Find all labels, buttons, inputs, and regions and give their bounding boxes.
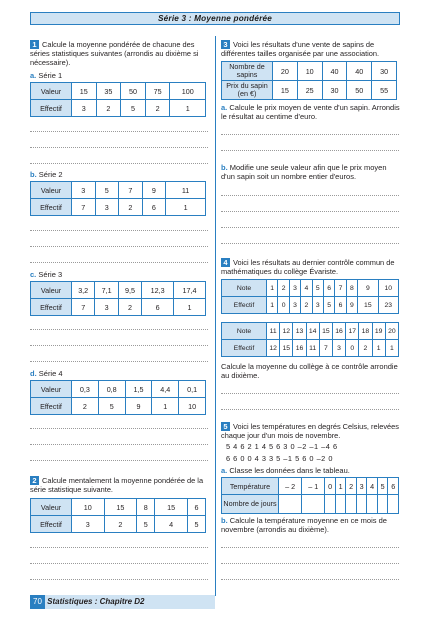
cell: 1 bbox=[335, 478, 346, 495]
cell: 15 bbox=[72, 83, 97, 100]
question-text: Calcule le prix moyen de vente d'un sapin. Arrondis le résultat au centime d'euro. bbox=[221, 103, 400, 121]
answer-line[interactable] bbox=[30, 262, 208, 263]
row-header: Effectif bbox=[31, 398, 72, 415]
answer-line[interactable] bbox=[221, 134, 399, 135]
cell: 4 bbox=[155, 516, 188, 533]
answer-line[interactable] bbox=[30, 428, 208, 429]
cell: 3 bbox=[312, 297, 323, 314]
exercise-4-question bbox=[221, 362, 401, 380]
item-label: Série 4 bbox=[38, 369, 63, 378]
cell: 2 bbox=[118, 299, 141, 316]
cell: 50 bbox=[347, 81, 372, 100]
row-header: Effectif bbox=[31, 299, 72, 316]
cell: 9 bbox=[142, 182, 166, 199]
item-label: Série 1 bbox=[38, 71, 63, 80]
item-letter: a. bbox=[221, 103, 228, 112]
cell: 5 bbox=[98, 398, 125, 415]
column-divider bbox=[215, 36, 216, 596]
answer-line[interactable] bbox=[30, 329, 208, 330]
cell: 9 bbox=[346, 297, 357, 314]
cell: 3 bbox=[72, 100, 97, 117]
cell: 15 bbox=[280, 340, 293, 357]
exercise-text: Calcule la moyenne pondérée de chacune des séries statistiques suivantes (arrondis au dixième si nécessaire). bbox=[30, 40, 199, 67]
row-header: Note bbox=[222, 323, 267, 340]
cell: 1 bbox=[372, 340, 385, 357]
answer-line[interactable] bbox=[221, 579, 399, 580]
exercise-number: 4 bbox=[221, 258, 230, 267]
exercise-1-statement bbox=[30, 40, 210, 67]
cell: 3 bbox=[72, 182, 96, 199]
item-letter: b. bbox=[221, 516, 228, 525]
cell: 15 bbox=[319, 323, 332, 340]
row-header: Valeur bbox=[31, 381, 72, 398]
row-header: Prix du sapin (en €) bbox=[222, 81, 273, 100]
cell: 17 bbox=[346, 323, 359, 340]
page-footer bbox=[30, 595, 215, 609]
exercise-number: 5 bbox=[221, 422, 230, 431]
cell: 5 bbox=[95, 182, 119, 199]
cell: 0 bbox=[278, 297, 289, 314]
cell: 9,5 bbox=[118, 282, 141, 299]
chapter-label: Statistiques : Chapitre D2 bbox=[47, 597, 145, 606]
exercise-text: Voici les résultats au dernier contrôle commun de mathématiques du collège Évariste. bbox=[221, 258, 395, 276]
cell: 6 bbox=[335, 297, 346, 314]
exercise-5-table bbox=[221, 477, 399, 514]
cell: 8 bbox=[137, 499, 155, 516]
series-2-table bbox=[30, 181, 206, 216]
question-text: Classe les données dans le tableau. bbox=[229, 466, 350, 475]
row-header: Valeur bbox=[31, 182, 72, 199]
answer-line[interactable] bbox=[30, 361, 208, 362]
cell: 23 bbox=[378, 297, 398, 314]
page-number: 70 bbox=[30, 595, 45, 609]
cell: 25 bbox=[297, 81, 322, 100]
answer-cell[interactable] bbox=[388, 495, 399, 514]
answer-line[interactable] bbox=[30, 163, 208, 164]
answer-cell[interactable] bbox=[367, 495, 378, 514]
answer-cell[interactable] bbox=[356, 495, 367, 514]
answer-line[interactable] bbox=[221, 211, 399, 212]
cell: 2 bbox=[145, 100, 170, 117]
cell: 2 bbox=[359, 340, 372, 357]
item-letter: c. bbox=[30, 270, 37, 279]
cell: 40 bbox=[322, 62, 347, 81]
exercise-3-question-a bbox=[221, 103, 401, 121]
exercise-number: 1 bbox=[30, 40, 39, 49]
exercise-3-table bbox=[221, 61, 397, 100]
series-3-label bbox=[30, 270, 62, 279]
answer-cell[interactable] bbox=[335, 495, 346, 514]
cell: 5 bbox=[137, 516, 155, 533]
exercise-4-table-2 bbox=[221, 322, 399, 357]
cell: 5 bbox=[187, 516, 205, 533]
cell: 5 bbox=[312, 280, 323, 297]
item-label: Série 2 bbox=[38, 170, 63, 179]
cell: 7 bbox=[119, 182, 143, 199]
series-1-label bbox=[30, 71, 62, 80]
cell: 0,8 bbox=[98, 381, 125, 398]
cell: 1,5 bbox=[125, 381, 152, 398]
answer-line[interactable] bbox=[30, 563, 208, 564]
exercise-number: 3 bbox=[221, 40, 230, 49]
answer-line[interactable] bbox=[221, 393, 399, 394]
cell: 3,2 bbox=[72, 282, 95, 299]
cell: 10 bbox=[179, 398, 206, 415]
cell: 3 bbox=[95, 299, 118, 316]
cell: 10 bbox=[297, 62, 322, 81]
cell: 7 bbox=[319, 340, 332, 357]
cell: 2 bbox=[104, 516, 137, 533]
cell: 20 bbox=[385, 323, 398, 340]
cell: 7 bbox=[72, 199, 96, 216]
series-4-label bbox=[30, 369, 63, 378]
cell: 9 bbox=[358, 280, 378, 297]
cell: 10 bbox=[378, 280, 398, 297]
item-label: Série 3 bbox=[38, 270, 63, 279]
cell: 6 bbox=[323, 280, 334, 297]
cell: 15 bbox=[273, 81, 298, 100]
answer-line[interactable] bbox=[221, 409, 399, 410]
cell: 1 bbox=[170, 100, 206, 117]
row-header: Valeur bbox=[31, 499, 72, 516]
cell: 20 bbox=[273, 62, 298, 81]
cell: 19 bbox=[372, 323, 385, 340]
exercise-3-question-b bbox=[221, 163, 401, 181]
cell: 6 bbox=[388, 478, 399, 495]
exercise-text: Voici les résultats d'une vente de sapins de différentes tailles organisée par une association. bbox=[221, 40, 380, 58]
cell: 14 bbox=[306, 323, 319, 340]
series-1-table bbox=[30, 82, 206, 117]
exercise-4-table-1 bbox=[221, 279, 399, 314]
cell: 2 bbox=[278, 280, 289, 297]
answer-line[interactable] bbox=[30, 345, 208, 346]
answer-line[interactable] bbox=[30, 230, 208, 231]
cell: 16 bbox=[332, 323, 345, 340]
row-header: Effectif bbox=[31, 199, 72, 216]
cell: 15 bbox=[104, 499, 137, 516]
row-header: Effectif bbox=[31, 100, 72, 117]
cell: 30 bbox=[322, 81, 347, 100]
answer-line[interactable] bbox=[30, 444, 208, 445]
cell: 12 bbox=[267, 340, 280, 357]
answer-line[interactable] bbox=[30, 246, 208, 247]
cell: 2 bbox=[301, 297, 312, 314]
cell: 30 bbox=[372, 62, 397, 81]
row-header: Température bbox=[222, 478, 279, 495]
cell: 1 bbox=[385, 340, 398, 357]
row-header: Effectif bbox=[222, 340, 267, 357]
row-header: Effectif bbox=[222, 297, 267, 314]
row-header: Note bbox=[222, 280, 267, 297]
exercise-2-statement bbox=[30, 476, 210, 494]
cell: 1 bbox=[152, 398, 179, 415]
series-4-table bbox=[30, 380, 206, 415]
cell: 17,4 bbox=[174, 282, 206, 299]
answer-line[interactable] bbox=[221, 243, 399, 244]
exercise-2-table bbox=[30, 498, 206, 533]
answer-cell[interactable] bbox=[279, 495, 302, 514]
cell: 10 bbox=[72, 499, 105, 516]
answer-line[interactable] bbox=[30, 460, 208, 461]
cell: 50 bbox=[121, 83, 146, 100]
cell: 16 bbox=[293, 340, 306, 357]
cell: 5 bbox=[377, 478, 388, 495]
cell: 6 bbox=[142, 199, 166, 216]
cell: 3 bbox=[332, 340, 345, 357]
cell: 4 bbox=[367, 478, 378, 495]
answer-line[interactable] bbox=[221, 227, 399, 228]
cell: 4,4 bbox=[152, 381, 179, 398]
temperature-list-line-2: 6 6 0 0 4 3 3 5 –1 5 6 0 –2 0 bbox=[226, 454, 333, 463]
cell: 5 bbox=[323, 297, 334, 314]
question-text: Modifie une seule valeur afin que le prix moyen d'un sapin soit un nombre entier d'euros. bbox=[221, 163, 387, 181]
answer-line[interactable] bbox=[221, 195, 399, 196]
question-text: Calcule la moyenne du collège à ce contrôle arrondie au dixième. bbox=[221, 362, 398, 380]
item-letter: a. bbox=[221, 466, 228, 475]
answer-line[interactable] bbox=[221, 150, 399, 151]
exercise-text: Voici les températures en degrés Celsius, relevées chaque jour d'un mois de novembre. bbox=[221, 422, 399, 440]
item-letter: a. bbox=[30, 71, 37, 80]
cell: 0,1 bbox=[179, 381, 206, 398]
cell: 2 bbox=[72, 398, 99, 415]
item-letter: b. bbox=[221, 163, 228, 172]
cell: 11 bbox=[166, 182, 206, 199]
cell: 3 bbox=[356, 478, 367, 495]
question-text: Calcule la température moyenne en ce mois de novembre (arrondis au dixième). bbox=[221, 516, 387, 534]
answer-line[interactable] bbox=[30, 147, 208, 148]
cell: 18 bbox=[359, 323, 372, 340]
cell: 15 bbox=[358, 297, 378, 314]
exercise-5-statement bbox=[221, 422, 401, 440]
cell: 9 bbox=[125, 398, 152, 415]
cell: 0,3 bbox=[72, 381, 99, 398]
cell: 75 bbox=[145, 83, 170, 100]
answer-cell[interactable] bbox=[325, 495, 336, 514]
cell: 100 bbox=[170, 83, 206, 100]
item-letter: d. bbox=[30, 369, 37, 378]
answer-cell[interactable] bbox=[302, 495, 325, 514]
cell: 12,3 bbox=[142, 282, 174, 299]
cell: 11 bbox=[267, 323, 280, 340]
answer-line[interactable] bbox=[221, 563, 399, 564]
answer-cell[interactable] bbox=[377, 495, 388, 514]
cell: 2 bbox=[346, 478, 357, 495]
cell: 15 bbox=[155, 499, 188, 516]
row-header: Nombre de jours bbox=[222, 495, 279, 514]
cell: 1 bbox=[267, 297, 278, 314]
cell: 6 bbox=[142, 299, 174, 316]
exercise-number: 2 bbox=[30, 476, 39, 485]
page-title: Série 3 : Moyenne pondérée bbox=[30, 12, 400, 25]
exercise-5-question-b bbox=[221, 516, 401, 534]
cell: 7,1 bbox=[95, 282, 118, 299]
cell: 7 bbox=[72, 299, 95, 316]
cell: 40 bbox=[347, 62, 372, 81]
cell: 1 bbox=[174, 299, 206, 316]
cell: 1 bbox=[267, 280, 278, 297]
cell: 2 bbox=[96, 100, 121, 117]
answer-line[interactable] bbox=[30, 579, 208, 580]
cell: 3 bbox=[95, 199, 119, 216]
series-2-label bbox=[30, 170, 63, 179]
exercise-5-question-a bbox=[221, 466, 401, 475]
row-header: Valeur bbox=[31, 282, 72, 299]
cell: 35 bbox=[96, 83, 121, 100]
cell: 3 bbox=[72, 516, 105, 533]
item-letter: b. bbox=[30, 170, 37, 179]
cell: 5 bbox=[121, 100, 146, 117]
cell: 11 bbox=[306, 340, 319, 357]
cell: 0 bbox=[346, 340, 359, 357]
answer-line[interactable] bbox=[221, 547, 399, 548]
temperature-list-line-1: 5 4 6 2 1 4 5 6 3 0 –2 –1 –4 6 bbox=[226, 442, 338, 451]
cell: 8 bbox=[346, 280, 357, 297]
cell: 55 bbox=[372, 81, 397, 100]
cell: 1 bbox=[166, 199, 206, 216]
exercise-4-statement bbox=[221, 258, 401, 276]
row-header: Valeur bbox=[31, 83, 72, 100]
cell: – 2 bbox=[279, 478, 302, 495]
answer-cell[interactable] bbox=[346, 495, 357, 514]
cell: 3 bbox=[289, 280, 300, 297]
cell: 13 bbox=[293, 323, 306, 340]
exercise-3-statement bbox=[221, 40, 401, 58]
cell: 6 bbox=[187, 499, 205, 516]
cell: – 1 bbox=[302, 478, 325, 495]
cell: 2 bbox=[119, 199, 143, 216]
cell: 12 bbox=[280, 323, 293, 340]
answer-line[interactable] bbox=[30, 547, 208, 548]
cell: 0 bbox=[325, 478, 336, 495]
answer-line[interactable] bbox=[30, 131, 208, 132]
row-header: Effectif bbox=[31, 516, 72, 533]
row-header: Nombre de sapins bbox=[222, 62, 273, 81]
cell: 7 bbox=[335, 280, 346, 297]
series-3-table bbox=[30, 281, 206, 316]
cell: 3 bbox=[289, 297, 300, 314]
cell: 4 bbox=[301, 280, 312, 297]
exercise-text: Calcule mentalement la moyenne pondérée de la série statistique suivante. bbox=[30, 476, 204, 494]
